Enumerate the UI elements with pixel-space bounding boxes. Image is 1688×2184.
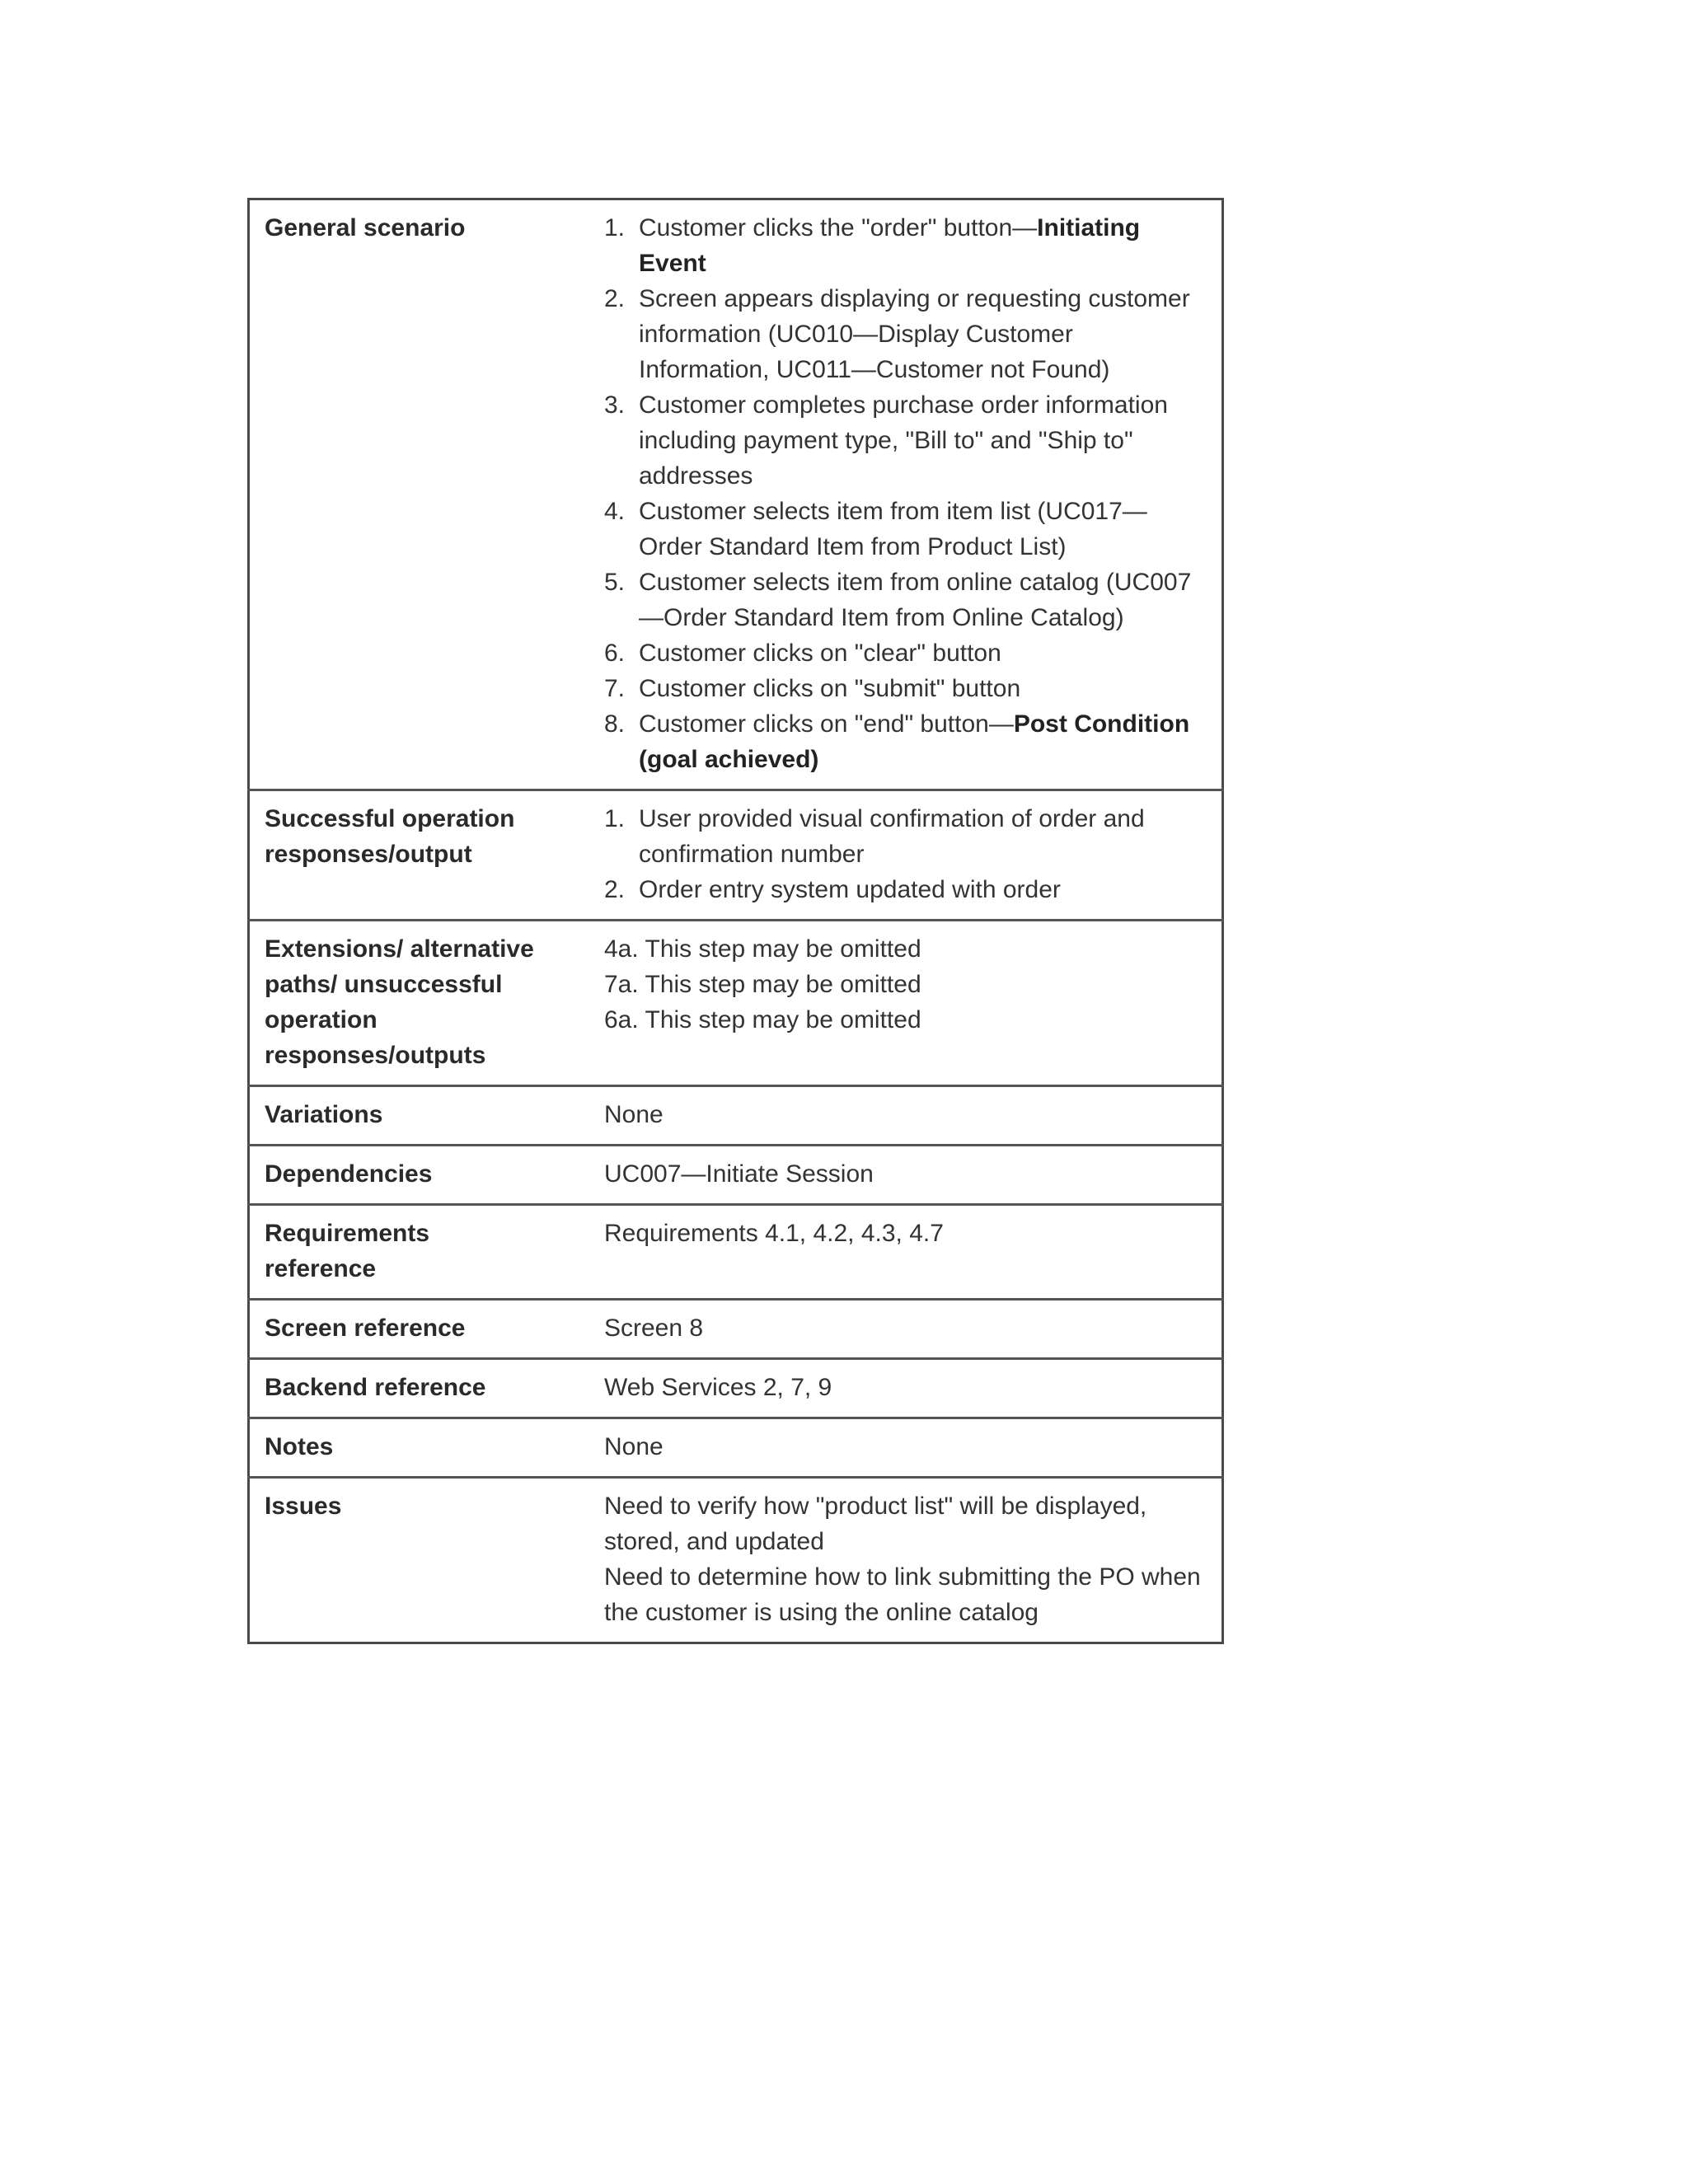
scenario-step — [604, 281, 1207, 387]
issue-line: Need to determine how to link submitting the PO when the customer is using the online catalog — [604, 1563, 1201, 1626]
scenario-step — [604, 565, 1207, 635]
step-text: Customer selects item from online catalog (UC007—Order Standard Item from Online Catalog) — [639, 569, 1192, 631]
step-number: 5. — [604, 569, 626, 596]
row-label: General scenario — [265, 214, 466, 241]
scenario-step — [604, 635, 1207, 671]
step-number: 3. — [604, 391, 626, 419]
row-label: Successful operation responses/output — [249, 790, 598, 921]
row-label: Backend reference — [249, 1359, 598, 1418]
extension-line: 6a. This step may be omitted — [604, 1006, 921, 1033]
row-successful-operation — [249, 790, 1223, 921]
step-text: Customer clicks on "submit" button — [639, 675, 1021, 702]
step-text — [639, 706, 1207, 777]
row-label: Variations — [249, 1086, 598, 1146]
row-issues — [249, 1478, 1223, 1643]
scenario-step — [604, 494, 1207, 565]
issue-line: Need to verify how "product list" will be displayed, stored, and updated — [604, 1493, 1147, 1555]
row-value: None — [598, 1086, 1223, 1146]
row-variations — [249, 1086, 1223, 1146]
row-value: Web Services 2, 7, 9 — [598, 1359, 1223, 1418]
issues-list — [598, 1478, 1223, 1643]
row-requirements-reference — [249, 1205, 1223, 1300]
step-number: 8. — [604, 710, 626, 738]
general-scenario-steps — [598, 199, 1223, 790]
step-text-bold: Initiating Event — [639, 214, 1141, 277]
scenario-step — [604, 671, 1207, 706]
scenario-step — [604, 706, 1207, 777]
row-label: Requirements reference — [249, 1205, 598, 1300]
step-text: Order entry system updated with order — [639, 876, 1061, 903]
row-value: Requirements 4.1, 4.2, 4.3, 4.7 — [598, 1205, 1223, 1300]
row-label: Issues — [249, 1478, 598, 1643]
step-text: Customer selects item from item list (UC017—Order Standard Item from Product List) — [639, 498, 1147, 560]
row-label: Dependencies — [249, 1146, 598, 1205]
response-step — [604, 872, 1207, 907]
step-number: 2. — [604, 285, 626, 312]
extensions-list — [598, 921, 1223, 1086]
step-number: 7. — [604, 675, 626, 702]
step-text — [639, 210, 1207, 281]
step-text: Screen appears displaying or requesting customer information (UC010—Display Customer Information, UC011—Customer not Found) — [639, 285, 1190, 383]
row-dependencies — [249, 1146, 1223, 1205]
step-number: 1. — [604, 214, 626, 241]
successful-operation-steps — [598, 790, 1223, 921]
row-label: Notes — [249, 1418, 598, 1478]
row-general-scenario — [249, 199, 1223, 790]
scenario-step — [604, 210, 1207, 281]
step-text-plain: Customer clicks on "end" button— — [639, 710, 1014, 738]
row-value: None — [598, 1418, 1223, 1478]
step-number: 1. — [604, 805, 626, 832]
step-text-plain: Customer clicks the "order" button— — [639, 214, 1038, 241]
row-extensions — [249, 921, 1223, 1086]
row-value: UC007—Initiate Session — [598, 1146, 1223, 1205]
scenario-step — [604, 387, 1207, 494]
step-number: 2. — [604, 876, 626, 903]
step-number: 4. — [604, 498, 626, 525]
extension-line: 4a. This step may be omitted — [604, 935, 921, 963]
response-step — [604, 801, 1207, 872]
use-case-table — [247, 198, 1224, 1644]
row-backend-reference — [249, 1359, 1223, 1418]
step-text-bold: Post Condition (goal achieved) — [639, 710, 1190, 773]
step-text: Customer clicks on "clear" button — [639, 640, 1001, 667]
row-label: Screen reference — [249, 1300, 598, 1359]
step-text: User provided visual confirmation of order and confirmation number — [639, 805, 1145, 868]
extension-line: 7a. This step may be omitted — [604, 971, 921, 998]
step-text: Customer completes purchase order information including payment type, "Bill to" and "Ship to" addresses — [639, 391, 1168, 490]
row-notes — [249, 1418, 1223, 1478]
step-number: 6. — [604, 640, 626, 667]
row-value: Screen 8 — [598, 1300, 1223, 1359]
row-screen-reference — [249, 1300, 1223, 1359]
row-label: Extensions/ alternative paths/ unsuccessful operation responses/outputs — [249, 921, 598, 1086]
